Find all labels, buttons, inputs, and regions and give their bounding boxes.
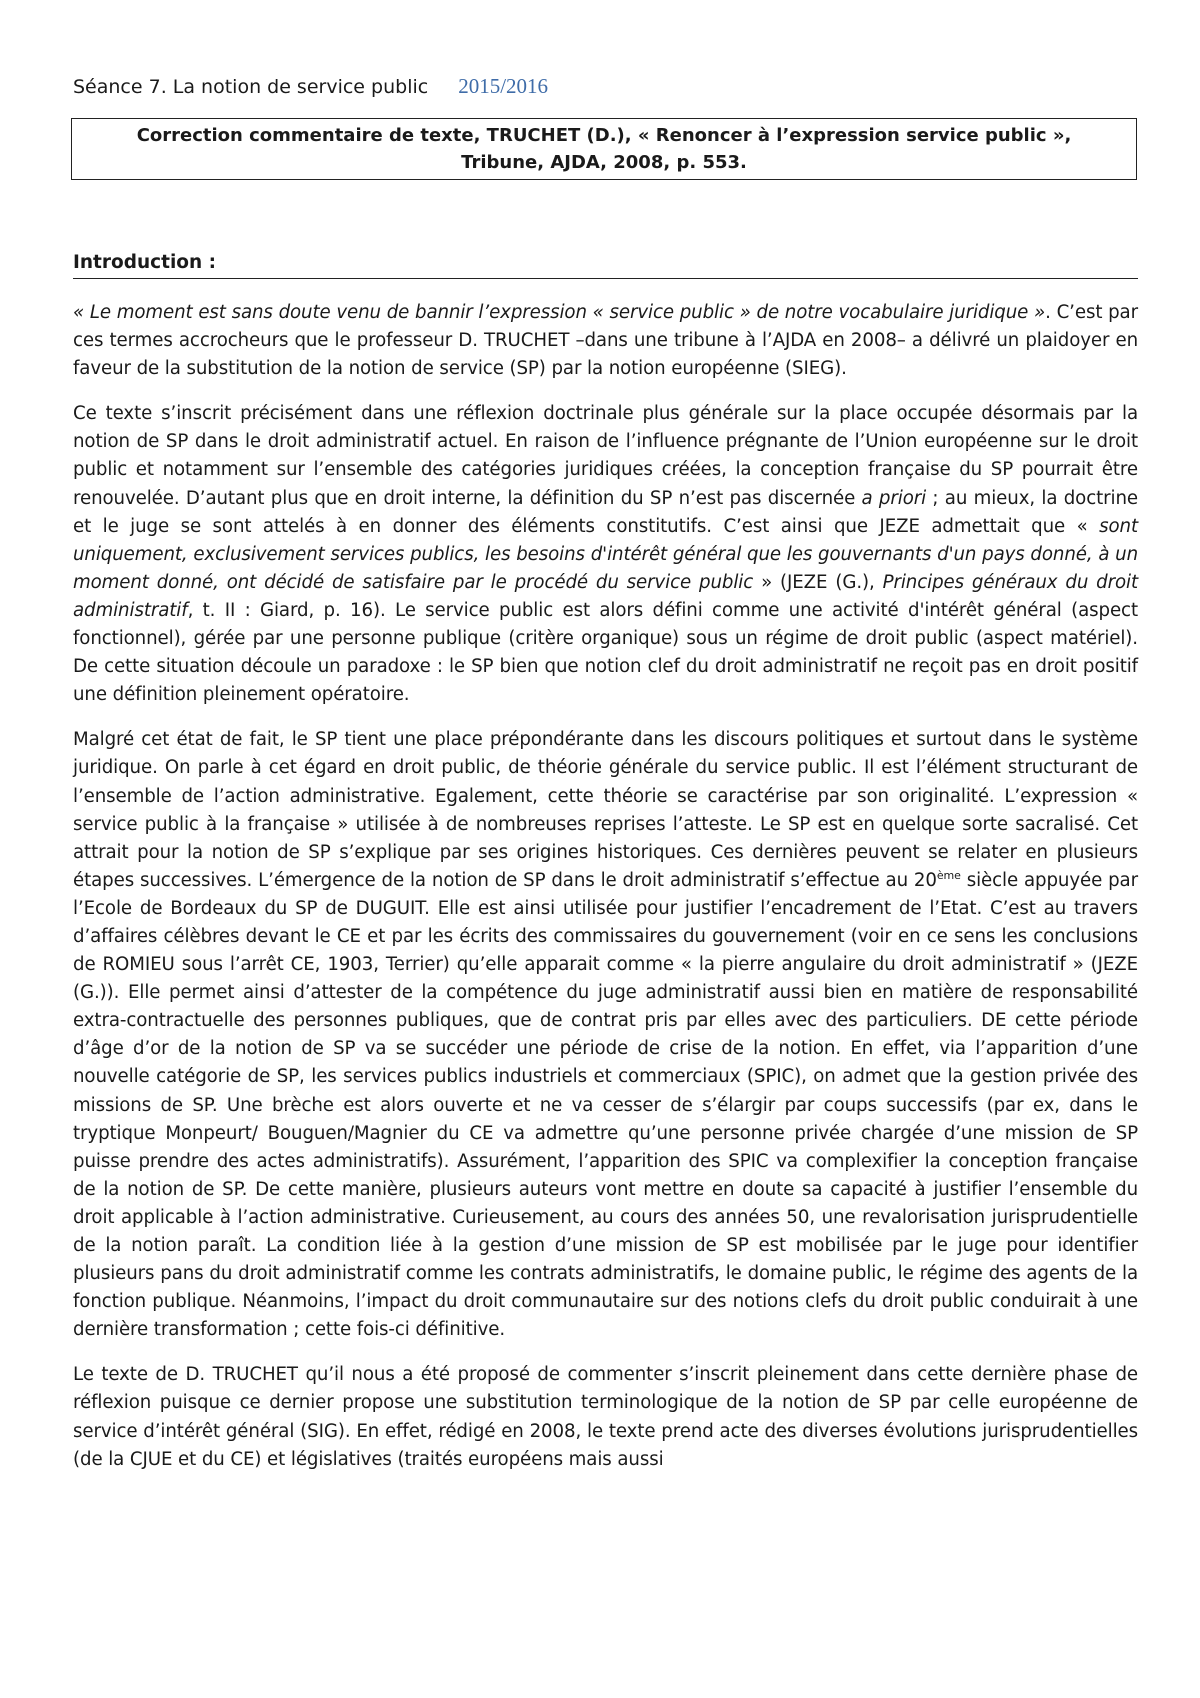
paragraph-2-a-priori: a priori <box>861 487 927 509</box>
session-title: Séance 7. La notion de service public <box>73 76 429 98</box>
document-page <box>73 72 1138 1474</box>
paragraph-1-quote: « Le moment est sans doute venu de bannir l’expression « service public » de notre vocabulaire juridique » <box>73 302 1046 323</box>
paragraph-2-text-b: ; au mieux, la doctrine et le juge se sont attelés à en donner des éléments constitutifs. C’est ainsi que JEZE admettait que « <box>73 487 1138 537</box>
paragraph-3-text-a: Malgré cet état de fait, le SP tient une place prépondérante dans les discours politiques et surtout dans le système juridique. On parle à cet égard en droit public, de théorie générale du service public. Il est l’élément structurant de l’ensemble de l’action administrative. Egalement, cette théorie se caractérise par son originalité. L’expression « service public à la française » utilisée à de nombreuses reprises l’atteste. Le SP est en quelque sorte sacralisé. Cet attrait pour la notion de SP s’explique par ses origines historiques. Ces dernières peuvent se relater en plusieurs étapes successives. L’émergence de la notion de SP dans le droit administratif s’effectue au 20 <box>73 729 1138 891</box>
title-line-1: Correction commentaire de texte, TRUCHET (D.), « Renoncer à l’expression service public », <box>136 125 1072 146</box>
paragraph-3-superscript: ème <box>936 868 961 882</box>
title-line-2: Tribune, AJDA, 2008, p. 553. <box>461 152 747 173</box>
paragraph-2-text-d: , t. II : Giard, p. 16). Le service public est alors défini comme une activité d'intérêt général (aspect fonctionnel), gérée par une personne publique (critère organique) sous un régime de droit public (aspect matériel). De cette situation découle un paradoxe : le SP bien que notion clef du droit administratif ne reçoit pas en droit positif une définition pleinement opératoire. <box>73 599 1138 706</box>
paragraph-2-book-title: Principes généraux du droit administratif <box>73 571 1139 621</box>
academic-year: 2015/2016 <box>458 74 549 98</box>
page-header <box>73 72 1138 100</box>
paragraph-2 <box>73 400 1138 709</box>
paragraph-4: Le texte de D. TRUCHET qu’il nous a été proposé de commenter s’inscrit pleinement dans cette dernière phase de réflexion puisque ce dernier propose une substitution terminologique de la notion de SP par celle européenne de service d’intérêt général (SIG). En effet, rédigé en 2008, le texte prend acte des diverses évolutions jurisprudentielles (de la CJUE et du CE) et législatives (traités européens mais aussi <box>73 1364 1138 1470</box>
paragraph-2-text-a: Ce texte s’inscrit précisément dans une réflexion doctrinale plus générale sur la place occupée désormais par la notion de SP dans le droit administratif actuel. En raison de l’influence prégnante de l’Union européenne sur le droit public et notamment sur l’ensemble des catégories juridiques créées, la conception française du SP pourrait être renouvelée. D’autant plus que en droit interne, la définition du SP n’est pas discernée <box>73 403 1138 509</box>
section-heading-introduction: Introduction : <box>73 250 1138 279</box>
paragraph-2-text-c: » (JEZE (G.), <box>753 571 883 593</box>
document-title-box <box>71 118 1137 180</box>
paragraph-3 <box>73 726 1138 1344</box>
paragraph-1-text: . C’est par ces termes accrocheurs que le professeur D. TRUCHET –dans une tribune à l’AJDA en 2008– a délivré un plaidoyer en faveur de la substitution de la notion de service (SP) par la notion européenne (SIEG). <box>73 302 1138 380</box>
paragraph-3-text-b: siècle appuyée par l’Ecole de Bordeaux du SP de DUGUIT. Elle est ainsi utilisée pour justifier l’encadrement de l’Etat. C’est au travers d’affaires célèbres devant le CE et par les écrits des commissaires du gouvernement (voir en ce sens les conclusions de ROMIEU sous l’arrêt CE, 1903, Terrier) qu’elle apparait comme « la pierre angulaire du droit administratif » (JEZE (G.)). Elle permet ainsi d’attester de la compétence du juge administratif aussi bien en matière de responsabilité extra-contractuelle des personnes publiques, que de contrat pris par elles avec des particuliers. DE cette période d’âge d’or de la notion de SP va se succéder une période de crise de la notion. En effet, via l’apparition d’une nouvelle catégorie de SP, les services publics industriels et commerciaux (SPIC), on admet que la gestion privée des missions de SP. Une brèche est alors ouverte et ne va cesser de s’élargir par coups successifs (par ex, dans le tryptique Monpeurt/ Bouguen/Magnier du CE va admettre qu’une personne privée chargée d’une mission de SP puisse prendre des actes administratifs). Assurément, l’apparition des SPIC va complexifier la conception française de la notion de SP. De cette manière, plusieurs auteurs vont mettre en doute sa capacité à justifier l’ensemble du droit applicable à l’action administrative. Curieusement, au cours des années 50, une revalorisation jurisprudentielle de la notion paraît. La condition liée à la gestion d’une mission de SP est mobilisée par le juge pour identifier plusieurs pans du droit administratif comme les contrats administratifs, le domaine public, le régime des agents de la fonction publique. Néanmoins, l’impact du droit communautaire sur des notions clefs du droit public conduirait à une dernière transformation ; cette fois-ci définitive. <box>73 869 1138 1341</box>
paragraph-1 <box>73 299 1138 383</box>
paragraph-2-jeze-quote: sont uniquement, exclusivement services publics, les besoins d'intérêt général que les gouvernants d'un pays donné, à un moment donné, ont décidé de satisfaire par le procédé du service public <box>73 515 1138 593</box>
